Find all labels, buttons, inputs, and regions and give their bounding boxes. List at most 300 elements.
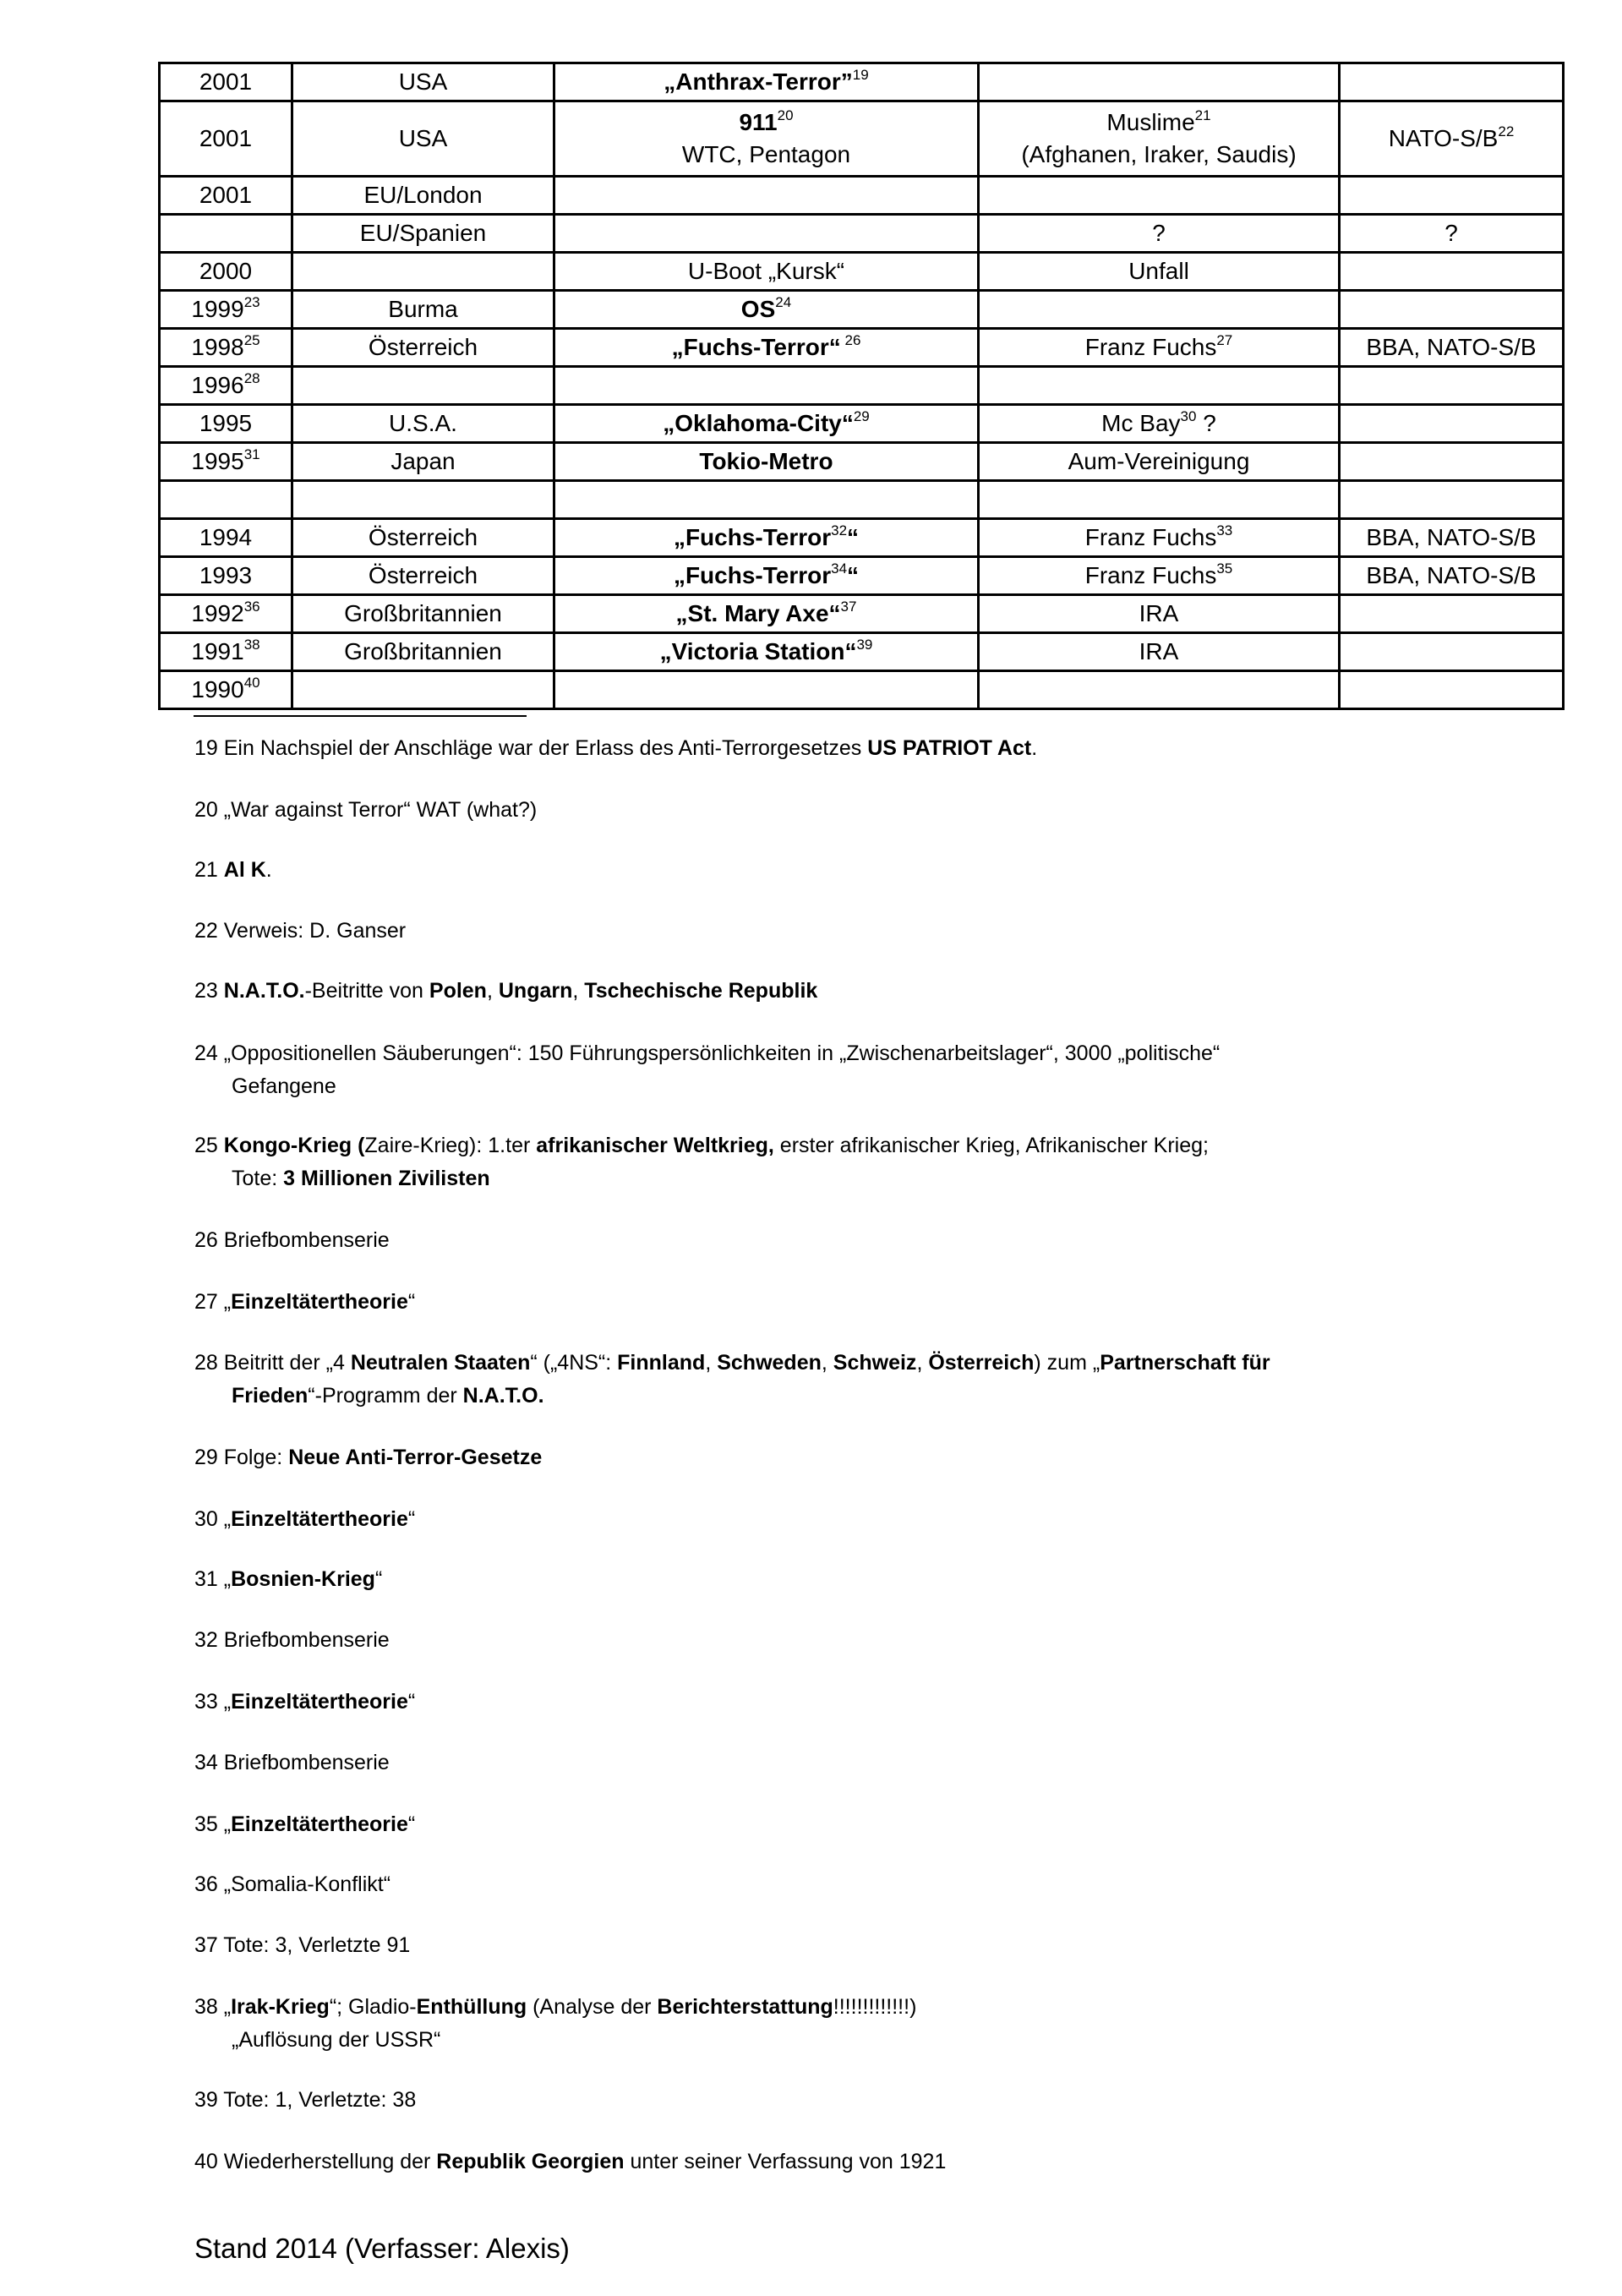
text-line [1341,123,1562,155]
text-line [980,331,1338,364]
cell-country [292,481,554,519]
text-line [980,446,1338,478]
text-segment: EU/London [363,182,483,208]
text-segment: 1995 [191,448,244,474]
text-segment: “-Programm der [308,1384,463,1408]
cell-perpetrator [979,253,1340,291]
cell-country [292,671,554,709]
footnote-38 [194,1991,916,2057]
text-line [555,107,977,139]
text-line [161,123,291,155]
text-line [293,560,553,592]
text-segment: Tote: [232,1167,284,1190]
text-line [293,636,553,668]
text-line [161,255,291,287]
cell-event [554,443,979,481]
cell-country [292,63,554,101]
text-segment: 36 „Somalia-Konflikt“ [194,1872,391,1896]
cell-country [292,329,554,367]
text-segment: Franz Fuchs [1084,524,1217,550]
text-segment: 40 Wiederherstellung der [194,2150,437,2173]
text-line [194,915,406,948]
text-line [980,598,1338,630]
text-segment: 19 Ein Nachspiel der Anschläge war der Erlass des Anti-Terrorgesetzes [194,736,868,760]
cell-attribution [1340,253,1564,291]
cell-perpetrator [979,101,1340,177]
text-segment: 1999 [191,296,244,322]
footnote-23 [194,975,817,1008]
text-segment: Franz Fuchs [1084,334,1217,360]
text-segment: . [1031,736,1038,760]
cell-event [554,367,979,405]
cell-attribution [1340,443,1564,481]
text-segment: 1998 [191,334,244,360]
table-row [160,367,1564,405]
text-segment: 1990 [191,676,244,702]
cell-event [554,63,979,101]
text-line [194,732,1037,765]
text-segment: Franz Fuchs [1084,562,1217,588]
text-segment: 32 Briefbombenserie [194,1628,390,1652]
cell-event [554,519,979,557]
text-line [293,522,553,554]
cell-event [554,405,979,443]
text-line [980,107,1338,139]
text-segment: Aum-Vereinigung [1068,448,1250,474]
text-line [555,139,977,171]
footnote-22 [194,915,406,948]
footnote-20 [194,794,537,827]
footnote-reference: 33 [1216,522,1233,538]
footnote-reference: 22 [1498,123,1515,139]
text-segment: „Fuchs-Terror [673,562,832,588]
text-line [194,1224,390,1257]
text-line [161,674,291,706]
text-segment: „Oklahoma-City“ [663,410,854,436]
cell-perpetrator [979,177,1340,215]
text-segment: Österreich [368,524,478,550]
text-segment: “ [374,1567,383,1591]
text-segment: Finnland [617,1351,706,1375]
cell-perpetrator [979,367,1340,405]
footnote-reference: 35 [1216,560,1233,577]
text-segment: -Beitritte von [304,979,429,1003]
text-segment: 3 Millionen Zivilisten [283,1167,490,1190]
text-line [555,446,977,478]
cell-country [292,557,554,595]
text-segment: “ [847,524,860,550]
footnote-21 [194,854,272,887]
text-line [555,522,977,554]
footnote-reference: 20 [777,107,794,123]
cell-perpetrator [979,557,1340,595]
footnote-reference: 28 [243,370,260,386]
text-segment: 24 „Oppositionellen Säuberungen“: 150 Führungspersönlichkeiten in „Zwischenarbeitslager“, 3000 „politische“ [194,1041,1221,1065]
footnote-reference: 32 [831,522,848,538]
text-line [194,1747,390,1779]
text-line [194,1037,1220,1070]
footnote-24 [194,1037,1220,1103]
text-line [293,446,553,478]
text-segment: afrikanischer Weltkrieg, [536,1134,774,1157]
text-segment: Österreich [368,334,478,360]
cell-year [160,329,292,367]
footnote-reference: 34 [831,560,848,577]
text-segment: „Anthrax-Terror” [664,68,853,95]
text-segment: , [916,1351,929,1375]
text-segment: unter seiner Verfassung von 1921 [624,2150,947,2173]
text-line [293,407,553,440]
text-line [1341,217,1562,249]
text-line [980,407,1338,440]
text-line [555,331,977,364]
table-row [160,595,1564,633]
text-segment: 33 „ [194,1690,232,1714]
text-segment: !!!!!!!!!!!!!) [833,1995,917,2019]
text-segment: 1992 [191,600,244,626]
footnote-37 [194,1929,410,1962]
text-segment: 1996 [191,372,244,398]
text-segment: OS [740,296,776,322]
text-segment: 2001 [199,68,253,95]
text-line [194,2024,916,2057]
text-segment: BBA, NATO-S/B [1366,524,1537,550]
cell-attribution [1340,519,1564,557]
table-row [160,671,1564,709]
text-line [293,331,553,364]
text-segment: ? [1152,220,1166,246]
cell-country [292,405,554,443]
text-line [555,255,977,287]
text-line [194,2084,416,2117]
cell-event [554,329,979,367]
cell-year [160,557,292,595]
footnote-35 [194,1808,415,1841]
text-segment: Tokio-Metro [699,448,833,474]
text-segment: 1995 [199,410,253,436]
cell-attribution [1340,481,1564,519]
text-segment: erster afrikanischer Krieg, Afrikanischer Krieg; [773,1134,1209,1157]
cell-year [160,633,292,671]
text-segment: , [705,1351,718,1375]
footnote-reference: 24 [775,294,792,310]
cell-perpetrator [979,671,1340,709]
text-segment: Polen [429,979,487,1003]
text-segment: 27 „ [194,1290,232,1314]
text-segment: BBA, NATO-S/B [1366,334,1537,360]
text-segment: Neue Anti-Terror-Gesetze [288,1446,543,1469]
cell-perpetrator [979,63,1340,101]
footnote-34 [194,1747,390,1779]
text-segment: “ [847,562,860,588]
cell-year [160,481,292,519]
text-segment: Bosnien-Krieg [231,1567,375,1591]
text-segment: “; Gladio- [329,1995,417,2019]
text-segment: 1994 [199,524,253,550]
text-segment: ) zum „ [1034,1351,1100,1375]
text-segment: 20 „War against Terror“ WAT (what?) [194,798,538,822]
text-line [293,217,553,249]
text-segment: “ [407,1690,416,1714]
table-row [160,519,1564,557]
text-line [194,975,817,1008]
text-segment: , [486,979,499,1003]
cell-attribution [1340,215,1564,253]
cell-attribution [1340,633,1564,671]
text-line [194,1686,415,1719]
footnote-reference: 31 [243,446,260,462]
cell-year [160,671,292,709]
footnote-reference: 36 [243,599,260,615]
text-segment: Einzeltätertheorie [231,1290,408,1314]
cell-year [160,101,292,177]
footnote-separator [194,715,527,717]
text-segment: 30 „ [194,1507,232,1531]
text-segment: Zaire-Krieg): 1.ter [364,1134,537,1157]
text-segment: Republik Georgien [436,2150,625,2173]
text-line [980,522,1338,554]
cell-event [554,215,979,253]
cell-country [292,291,554,329]
text-segment: Kongo-Krieg ( [223,1134,365,1157]
text-line [161,636,291,668]
text-segment: Berichterstattung [657,1995,833,2019]
cell-event [554,101,979,177]
footnote-32 [194,1624,390,1657]
text-line [194,1991,916,2024]
table-row [160,177,1564,215]
text-segment: N.A.T.O. [223,979,305,1003]
cell-year [160,519,292,557]
table-row [160,329,1564,367]
cell-country [292,215,554,253]
footnote-reference: 19 [852,67,869,83]
text-segment: 34 Briefbombenserie [194,1751,390,1774]
document-footer-stand: Stand 2014 (Verfasser: Alexis) [194,2233,570,2264]
text-segment: 39 Tote: 1, Verletzte: 38 [194,2088,417,2112]
text-segment: Österreich [368,562,478,588]
cell-attribution [1340,329,1564,367]
footnote-reference: 39 [856,637,873,653]
text-line [293,123,553,155]
text-segment: Österreich [928,1351,1035,1375]
text-segment: Schweiz [833,1351,917,1375]
text-segment: Großbritannien [344,600,502,626]
table-row [160,63,1564,101]
cell-year [160,367,292,405]
cell-country [292,633,554,671]
cell-perpetrator [979,519,1340,557]
cell-event [554,291,979,329]
text-segment: IRA [1139,638,1179,664]
text-segment: Ungarn [498,979,573,1003]
table-row [160,405,1564,443]
cell-year [160,215,292,253]
text-line [1341,331,1562,364]
text-segment: “ („4NS“: [530,1351,618,1375]
footnote-40 [194,2146,946,2178]
cell-attribution [1340,405,1564,443]
text-segment: 37 Tote: 3, Verletzte 91 [194,1933,411,1957]
footnote-reference: 38 [243,637,260,653]
cell-attribution [1340,101,1564,177]
text-line [293,179,553,211]
text-segment: “ [407,1290,416,1314]
text-segment: 35 „ [194,1812,232,1836]
text-line [161,369,291,402]
footnote-reference: 26 [840,332,861,348]
footnote-reference: 23 [243,294,260,310]
text-line [194,1070,1220,1103]
cell-year [160,443,292,481]
table-row [160,291,1564,329]
text-segment: Großbritannien [344,638,502,664]
text-segment: „St. Mary Axe“ [675,600,841,626]
cell-perpetrator [979,595,1340,633]
cell-year [160,291,292,329]
text-segment: Tschechische Republik [584,979,818,1003]
text-segment: Partnerschaft für [1100,1351,1270,1375]
cell-country [292,177,554,215]
footnote-30 [194,1503,415,1536]
text-line [194,854,272,887]
text-line [194,1162,1209,1195]
text-line [194,1129,1209,1162]
text-segment: 22 Verweis: D. Ganser [194,919,407,943]
text-line [161,331,291,364]
footnote-reference: 21 [1194,107,1211,123]
cell-country [292,595,554,633]
footnote-reference: 29 [853,408,870,424]
text-line [293,66,553,98]
table-row [160,481,1564,519]
cell-attribution [1340,177,1564,215]
cell-perpetrator [979,633,1340,671]
text-segment: „Auflösung der USSR“ [232,2028,441,2052]
cell-event [554,557,979,595]
text-segment: IRA [1139,600,1179,626]
text-segment: 1991 [191,638,244,664]
text-segment: Mc Bay [1101,410,1181,436]
text-line [555,293,977,325]
footnote-reference: 27 [1216,332,1233,348]
text-line [555,560,977,592]
text-segment: Burma [388,296,458,322]
events-table-body [160,63,1564,709]
cell-country [292,253,554,291]
table-row [160,443,1564,481]
text-line [555,636,977,668]
text-segment: ? [1445,220,1458,246]
cell-event [554,177,979,215]
text-segment: Unfall [1128,258,1189,284]
text-segment: 38 „ [194,1995,232,2019]
cell-perpetrator [979,329,1340,367]
cell-event [554,481,979,519]
events-table [158,62,1565,710]
text-segment: EU/Spanien [359,220,487,246]
footnote-36 [194,1868,390,1901]
text-segment: (Afghanen, Iraker, Saudis) [1021,141,1297,167]
text-segment: BBA, NATO-S/B [1366,562,1537,588]
cell-country [292,367,554,405]
cell-year [160,595,292,633]
text-line [980,217,1338,249]
text-line [293,598,553,630]
cell-attribution [1340,671,1564,709]
text-line [161,522,291,554]
text-segment: Frieden [232,1384,309,1408]
text-segment: 31 „ [194,1567,232,1591]
text-segment: „Victoria Station“ [659,638,857,664]
text-segment: 2001 [199,182,253,208]
text-line [194,1286,415,1319]
text-segment: N.A.T.O. [462,1384,544,1408]
text-segment: , [821,1351,833,1375]
text-segment: U-Boot „Kursk“ [687,258,845,284]
text-segment: 28 Beitritt der „4 [194,1351,351,1375]
text-line [980,255,1338,287]
text-segment: . [265,858,272,882]
text-segment: USA [398,68,448,95]
table-row [160,633,1564,671]
text-segment: Japan [390,448,456,474]
text-segment: Enthüllung [416,1995,527,2019]
cell-perpetrator [979,443,1340,481]
text-segment: Einzeltätertheorie [231,1507,408,1531]
text-segment: „Fuchs-Terror [673,524,832,550]
cell-year [160,63,292,101]
footnote-19 [194,732,1037,765]
text-line [555,66,977,98]
text-line [194,1563,382,1596]
text-line [194,1380,1270,1413]
text-segment: Irak-Krieg [231,1995,330,2019]
text-line [194,1503,415,1536]
cell-attribution [1340,557,1564,595]
text-segment: USA [398,125,448,151]
text-segment: (Analyse der [527,1995,658,2019]
text-line [161,598,291,630]
cell-event [554,595,979,633]
cell-attribution [1340,291,1564,329]
text-line [194,1624,390,1657]
text-segment: Schweden [717,1351,822,1375]
text-line [980,636,1338,668]
text-segment: 2000 [199,258,253,284]
cell-year [160,405,292,443]
text-line [161,66,291,98]
text-line [555,598,977,630]
text-segment: U.S.A. [389,410,457,436]
text-segment: Muslime [1106,109,1195,135]
footnote-27 [194,1286,415,1319]
text-line [194,2146,946,2178]
text-segment: Neutralen Staaten [350,1351,531,1375]
table-row [160,557,1564,595]
text-segment: NATO-S/B [1388,125,1499,151]
text-line [194,1868,390,1901]
footnote-33 [194,1686,415,1719]
footnote-29 [194,1441,542,1474]
text-line [194,1808,415,1841]
text-segment: 29 Folge: [194,1446,289,1469]
text-segment: Einzeltätertheorie [231,1812,408,1836]
text-line [194,1347,1270,1380]
cell-country [292,443,554,481]
footnote-reference: 40 [243,675,260,691]
text-segment: US PATRIOT Act [867,736,1032,760]
